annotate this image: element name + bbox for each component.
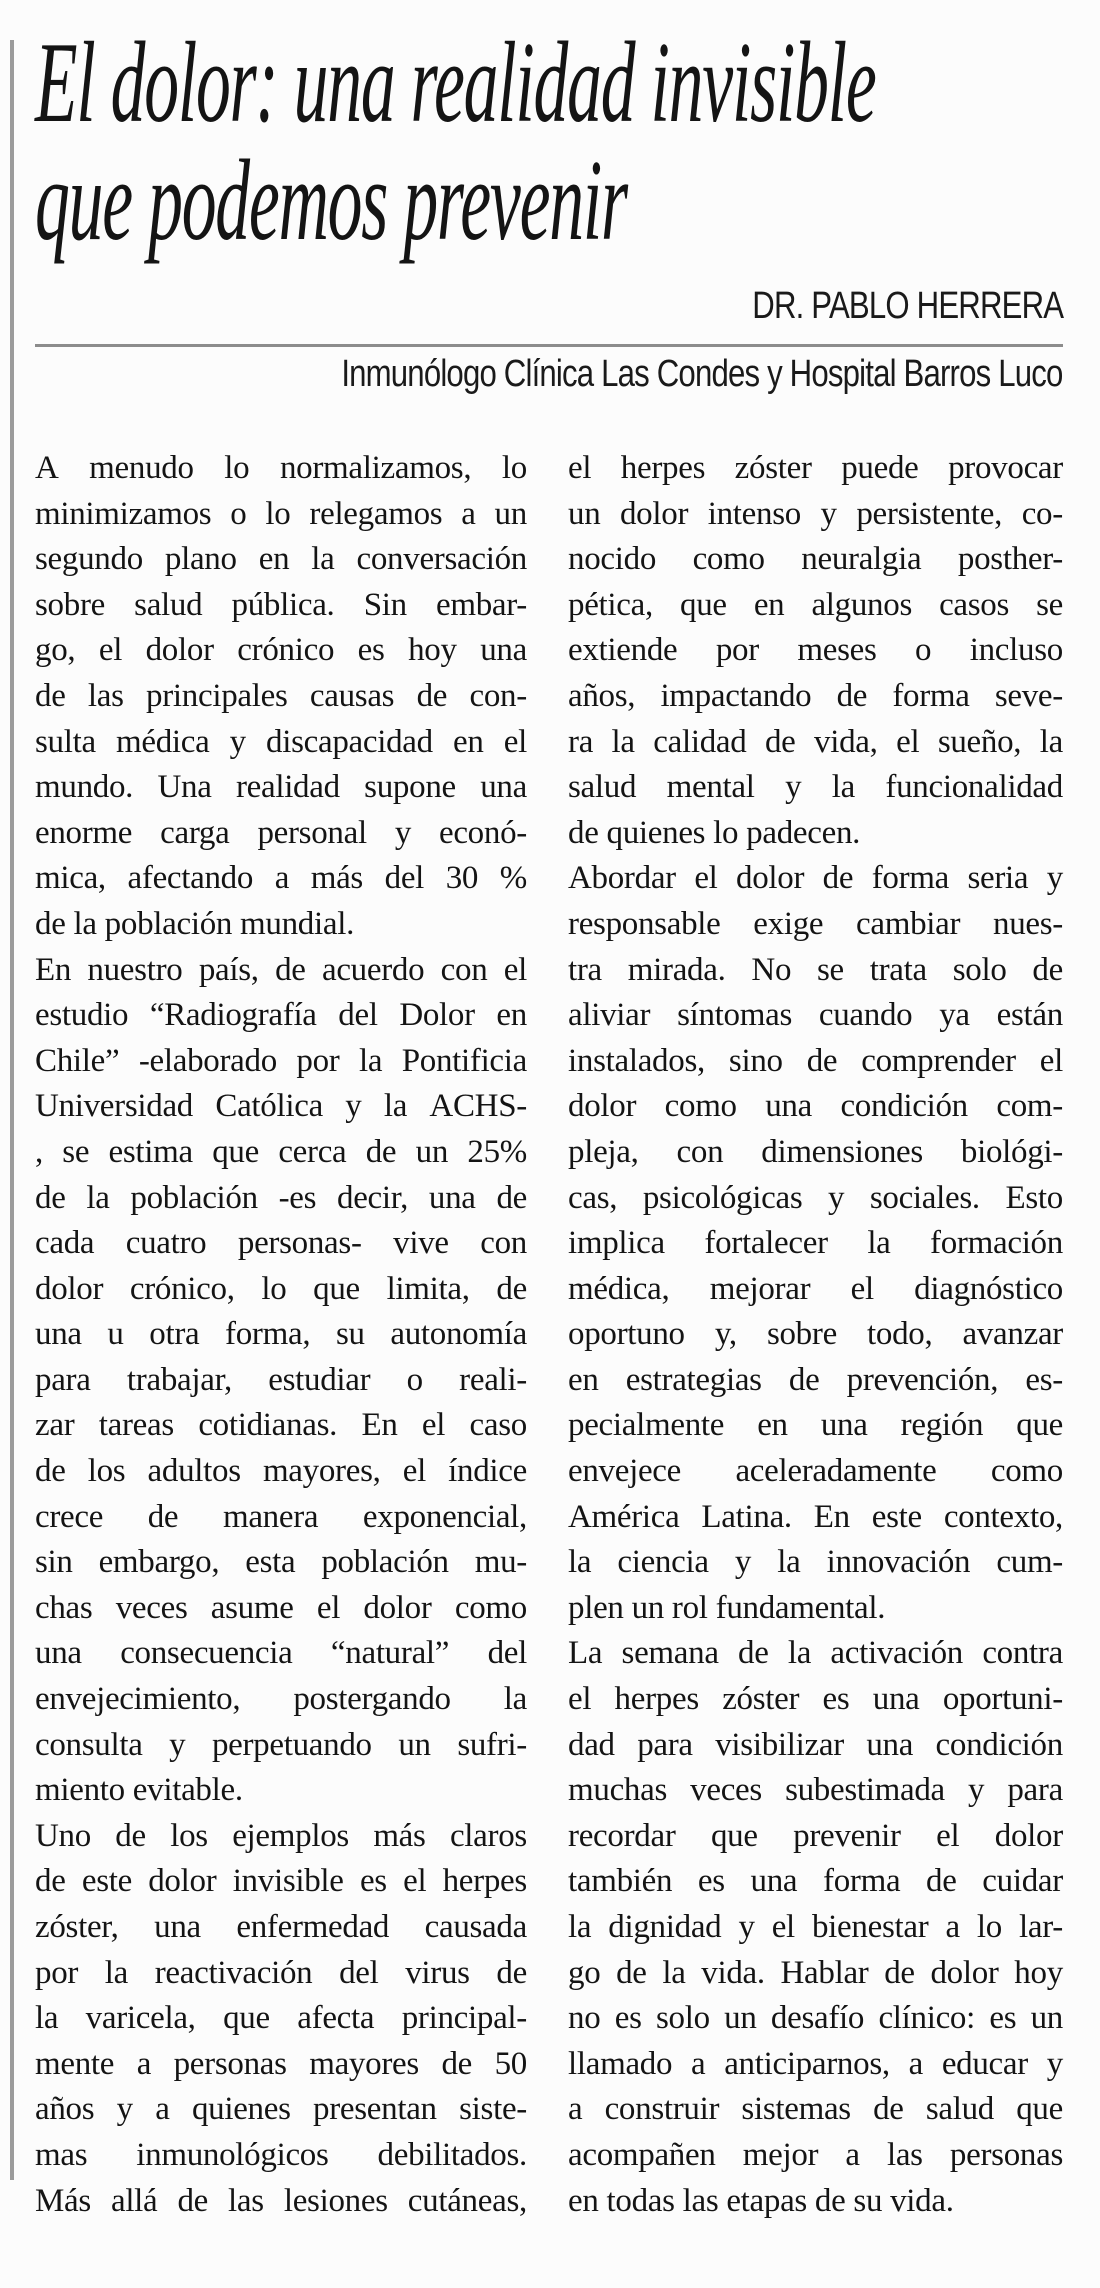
text-line: enorme carga personal y econó- bbox=[35, 814, 527, 851]
text-line: nocido como neuralgia posther- bbox=[568, 541, 1063, 578]
text-line: llamado a anticiparnos, a educar y bbox=[568, 2045, 1063, 2082]
text-line: mica, afectando a más del 30 % bbox=[35, 860, 527, 897]
text-line: zar tareas cotidianas. En el caso bbox=[35, 1407, 527, 1444]
text-line: chas veces asume el dolor como bbox=[35, 1589, 527, 1626]
text-line: en estrategias de prevención, es- bbox=[568, 1361, 1063, 1398]
text-line: consulta y perpetuando un sufri- bbox=[35, 1726, 527, 1763]
text-line: dolor como una condición com- bbox=[568, 1088, 1063, 1125]
text-line: crece de manera exponencial, bbox=[35, 1498, 527, 1535]
text-line: cada cuatro personas- vive con bbox=[35, 1225, 527, 1262]
text-line: también es una forma de cuidar bbox=[568, 1863, 1063, 1900]
byline bbox=[35, 286, 1063, 326]
text-line: en todas las etapas de su vida. bbox=[568, 2182, 954, 2219]
text-line: sobre salud pública. Sin embar- bbox=[35, 586, 527, 623]
text-line: la varicela, que afecta principal- bbox=[35, 2000, 527, 2037]
text-line: A menudo lo normalizamos, lo bbox=[35, 450, 527, 486]
column-left bbox=[35, 446, 527, 2224]
text-line: el herpes zóster puede provocar bbox=[568, 450, 1063, 486]
text-line: zóster, una enfermedad causada bbox=[35, 1909, 527, 1945]
text-line: para trabajar, estudiar o reali- bbox=[35, 1361, 527, 1398]
text-line: un dolor intenso y persistente, co- bbox=[568, 495, 1063, 532]
text-line: minimizamos o lo relegamos a un bbox=[35, 495, 527, 532]
text-line: no es solo un desafío clínico: es un bbox=[568, 2000, 1063, 2037]
text-line: oportuno y, sobre todo, avanzar bbox=[568, 1316, 1063, 1353]
text-line: años, impactando de forma seve- bbox=[568, 677, 1063, 714]
text-line: sin embargo, esta población mu- bbox=[35, 1544, 527, 1581]
text-line: salud mental y la funcionalidad bbox=[568, 769, 1063, 806]
text-line: pética, que en algunos casos se bbox=[568, 586, 1063, 623]
text-line: aliviar síntomas cuando ya están bbox=[568, 997, 1063, 1034]
article-body bbox=[35, 446, 1063, 2224]
text-line: médica, mejorar el diagnóstico bbox=[568, 1270, 1063, 1307]
text-line: Universidad Católica y la ACHS- bbox=[35, 1088, 527, 1125]
text-line: Más allá de las lesiones cutáneas, bbox=[35, 2182, 527, 2219]
text-line: La semana de la activación contra bbox=[568, 1635, 1063, 1672]
text-line: plen un rol fundamental. bbox=[568, 1589, 886, 1626]
text-line: ra la calidad de vida, el sueño, la bbox=[568, 723, 1063, 760]
text-line: En nuestro país, de acuerdo con el bbox=[35, 951, 527, 988]
text-line: dad para visibilizar una condición bbox=[568, 1726, 1063, 1763]
text-line: de los adultos mayores, el índice bbox=[35, 1453, 527, 1490]
text-line: una u otra forma, su autonomía bbox=[35, 1316, 527, 1353]
text-line: una consecuencia “natural” del bbox=[35, 1635, 527, 1672]
headline-line-1-text: El dolor: una realidad invisible bbox=[35, 19, 876, 147]
text-line: mas inmunológicos debilitados. bbox=[35, 2136, 527, 2173]
author-name: DR. PABLO HERRERA bbox=[751, 285, 1063, 327]
text-line: a construir sistemas de salud que bbox=[568, 2091, 1063, 2128]
text-line: acompañen mejor a las personas bbox=[568, 2136, 1063, 2173]
divider-rule bbox=[35, 344, 1063, 347]
text-line: miento evitable. bbox=[35, 1772, 243, 1809]
text-line: de la población mundial. bbox=[35, 905, 355, 942]
text-line: América Latina. En este contexto, bbox=[568, 1498, 1063, 1535]
text-line: de las principales causas de con- bbox=[35, 677, 527, 714]
text-line: envejecimiento, postergando la bbox=[35, 1681, 527, 1718]
left-edge-rule bbox=[10, 40, 14, 2180]
article-headline bbox=[35, 0, 1063, 265]
text-line: extiende por meses o incluso bbox=[568, 632, 1063, 669]
affiliation-text: Inmunólogo Clínica Las Condes y Hospital Barros Luco bbox=[341, 353, 1063, 395]
text-line: sulta médica y discapacidad en el bbox=[35, 723, 527, 760]
text-line: de la población -es decir, una de bbox=[35, 1179, 527, 1216]
text-line: Abordar el dolor de forma seria y bbox=[568, 860, 1063, 897]
text-line: el herpes zóster es una oportuni- bbox=[568, 1681, 1063, 1718]
headline-line-2 bbox=[35, 137, 1063, 265]
text-line: mundo. Una realidad supone una bbox=[35, 769, 527, 806]
text-line: mente a personas mayores de 50 bbox=[35, 2045, 527, 2082]
text-line: tra mirada. No se trata solo de bbox=[568, 951, 1063, 988]
text-line: go de la vida. Hablar de dolor hoy bbox=[568, 1954, 1063, 1991]
text-line: años y a quienes presentan siste- bbox=[35, 2091, 527, 2128]
text-line: Uno de los ejemplos más claros bbox=[35, 1817, 527, 1854]
text-line: pecialmente en una región que bbox=[568, 1407, 1063, 1444]
text-line: Chile” -elaborado por la Pontificia bbox=[35, 1042, 527, 1079]
article-content bbox=[35, 0, 1063, 2224]
text-line: implica fortalecer la formación bbox=[568, 1225, 1063, 1262]
headline-line-1 bbox=[35, 19, 1063, 147]
column-right bbox=[568, 446, 1063, 2224]
text-line: cas, psicológicas y sociales. Esto bbox=[568, 1179, 1063, 1216]
text-line: recordar que prevenir el dolor bbox=[568, 1817, 1063, 1854]
text-line: segundo plano en la conversación bbox=[35, 541, 527, 578]
text-line: de este dolor invisible es el herpes bbox=[35, 1863, 527, 1900]
text-line: pleja, con dimensiones biológi- bbox=[568, 1133, 1063, 1170]
text-line: la dignidad y el bienestar a lo lar- bbox=[568, 1909, 1063, 1945]
text-line: instalados, sino de comprender el bbox=[568, 1042, 1063, 1079]
text-line: la ciencia y la innovación cum- bbox=[568, 1544, 1063, 1581]
text-line: go, el dolor crónico es hoy una bbox=[35, 632, 527, 669]
affiliation bbox=[35, 354, 1063, 394]
headline-line-2-text: que podemos prevenir bbox=[35, 137, 627, 265]
text-line: envejece aceleradamente como bbox=[568, 1453, 1063, 1490]
text-line: por la reactivación del virus de bbox=[35, 1954, 527, 1991]
text-line: dolor crónico, lo que limita, de bbox=[35, 1270, 527, 1307]
text-line: , se estima que cerca de un 25% bbox=[35, 1133, 527, 1170]
text-line: de quienes lo padecen. bbox=[568, 814, 861, 851]
text-line: estudio “Radiografía del Dolor en bbox=[35, 997, 527, 1034]
text-line: muchas veces subestimada y para bbox=[568, 1772, 1063, 1809]
text-line: responsable exige cambiar nues- bbox=[568, 905, 1063, 942]
